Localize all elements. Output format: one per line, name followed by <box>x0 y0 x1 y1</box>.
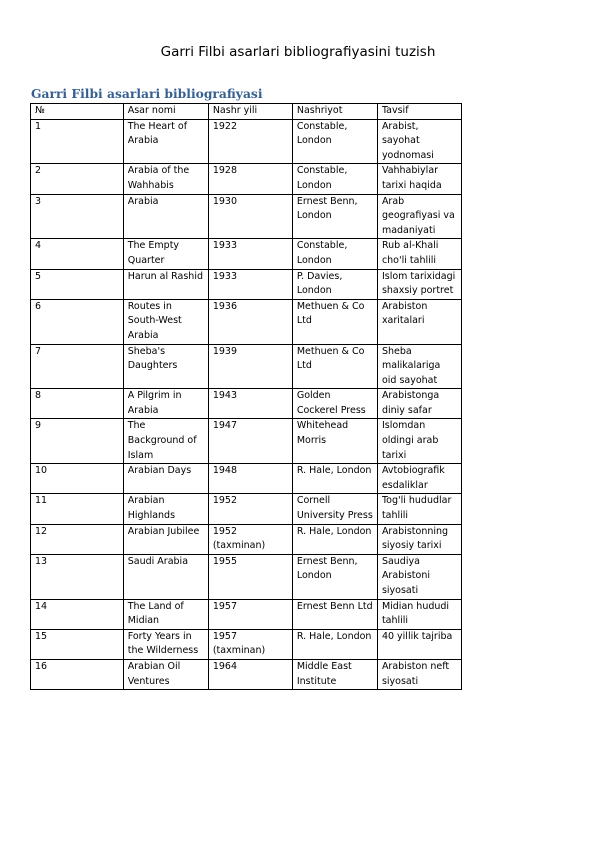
table-row <box>31 629 462 659</box>
table-row <box>31 194 462 239</box>
cell-year: 1936 <box>208 299 292 344</box>
table-row <box>31 554 462 599</box>
cell-description: Arabistonning siyosiy tarixi <box>377 524 461 554</box>
cell-year: 1943 <box>208 389 292 419</box>
cell-title: A Pilgrim in Arabia <box>123 389 208 419</box>
table-row <box>31 524 462 554</box>
cell-title: Arabian Jubilee <box>123 524 208 554</box>
cell-number: 7 <box>31 344 124 389</box>
document-title: Garri Filbi asarlari bibliografiyasini tuzish <box>160 44 436 60</box>
cell-description: Saudiya Arabistoni siyosati <box>377 554 461 599</box>
cell-year: 1957 (taxminan) <box>208 629 292 659</box>
table-row <box>31 164 462 194</box>
header-year: Nashr yili <box>208 104 292 120</box>
cell-description: Arabiston xaritalari <box>377 299 461 344</box>
cell-publisher: Methuen & Co Ltd <box>292 344 377 389</box>
cell-year: 1957 <box>208 599 292 629</box>
cell-publisher: Whitehead Morris <box>292 419 377 464</box>
cell-title: Routes in South-West Arabia <box>123 299 208 344</box>
cell-title: Sheba's Daughters <box>123 344 208 389</box>
cell-number: 4 <box>31 239 124 269</box>
cell-description: Arabistonga diniy safar <box>377 389 461 419</box>
cell-title: Arabian Days <box>123 464 208 494</box>
table-header-row <box>31 104 462 120</box>
table-row <box>31 419 462 464</box>
cell-publisher: Cornell University Press <box>292 494 377 524</box>
table-row <box>31 464 462 494</box>
cell-title: Arabia <box>123 194 208 239</box>
cell-year: 1922 <box>208 119 292 164</box>
cell-description: 40 yillik tajriba <box>377 629 461 659</box>
cell-year: 1947 <box>208 419 292 464</box>
cell-publisher: R. Hale, London <box>292 464 377 494</box>
cell-number: 9 <box>31 419 124 464</box>
cell-publisher: R. Hale, London <box>292 524 377 554</box>
cell-title: The Heart of Arabia <box>123 119 208 164</box>
cell-description: Midian hududi tahlili <box>377 599 461 629</box>
table-row <box>31 389 462 419</box>
cell-title: The Land of Midian <box>123 599 208 629</box>
cell-description: Tog'li hududlar tahlili <box>377 494 461 524</box>
cell-publisher: Ernest Benn, London <box>292 554 377 599</box>
cell-number: 16 <box>31 659 124 689</box>
cell-description: Arab geografiyasi va madaniyati <box>377 194 461 239</box>
cell-number: 13 <box>31 554 124 599</box>
cell-year: 1939 <box>208 344 292 389</box>
cell-year: 1930 <box>208 194 292 239</box>
cell-description: Islomdan oldingi arab tarixi <box>377 419 461 464</box>
cell-title: The Empty Quarter <box>123 239 208 269</box>
cell-description: Sheba malikalariga oid sayohat <box>377 344 461 389</box>
cell-year: 1933 <box>208 239 292 269</box>
cell-description: Islom tarixidagi shaxsiy portret <box>377 269 461 299</box>
cell-number: 8 <box>31 389 124 419</box>
cell-description: Vahhabiylar tarixi haqida <box>377 164 461 194</box>
cell-publisher: P. Davies, London <box>292 269 377 299</box>
cell-number: 6 <box>31 299 124 344</box>
cell-description: Avtobiografik esdaliklar <box>377 464 461 494</box>
bibliography-table <box>30 103 462 690</box>
table-row <box>31 119 462 164</box>
cell-title: Forty Years in the Wilderness <box>123 629 208 659</box>
cell-publisher: Constable, London <box>292 119 377 164</box>
table-body <box>31 119 462 690</box>
table-row <box>31 659 462 689</box>
cell-publisher: Ernest Benn Ltd <box>292 599 377 629</box>
cell-publisher: Ernest Benn, London <box>292 194 377 239</box>
cell-year: 1952 (taxminan) <box>208 524 292 554</box>
table-row <box>31 599 462 629</box>
cell-year: 1952 <box>208 494 292 524</box>
cell-publisher: Golden Cockerel Press <box>292 389 377 419</box>
cell-publisher: R. Hale, London <box>292 629 377 659</box>
cell-number: 14 <box>31 599 124 629</box>
cell-publisher: Methuen & Co Ltd <box>292 299 377 344</box>
cell-description: Rub al-Khali cho'li tahlili <box>377 239 461 269</box>
cell-publisher: Constable, London <box>292 164 377 194</box>
cell-year: 1955 <box>208 554 292 599</box>
cell-title: Arabia of the Wahhabis <box>123 164 208 194</box>
cell-publisher: Middle East Institute <box>292 659 377 689</box>
cell-title: The Background of Islam <box>123 419 208 464</box>
header-description: Tavsif <box>377 104 461 120</box>
table-row <box>31 269 462 299</box>
cell-title: Arabian Oil Ventures <box>123 659 208 689</box>
header-publisher: Nashriyot <box>292 104 377 120</box>
cell-number: 3 <box>31 194 124 239</box>
cell-description: Arabist, sayohat yodnomasi <box>377 119 461 164</box>
header-title: Asar nomi <box>123 104 208 120</box>
cell-year: 1948 <box>208 464 292 494</box>
table-row <box>31 299 462 344</box>
cell-number: 2 <box>31 164 124 194</box>
cell-title: Harun al Rashid <box>123 269 208 299</box>
cell-number: 1 <box>31 119 124 164</box>
cell-year: 1928 <box>208 164 292 194</box>
cell-title: Arabian Highlands <box>123 494 208 524</box>
table-row <box>31 344 462 389</box>
table-row <box>31 239 462 269</box>
table-row <box>31 494 462 524</box>
cell-year: 1964 <box>208 659 292 689</box>
cell-number: 11 <box>31 494 124 524</box>
cell-number: 5 <box>31 269 124 299</box>
cell-number: 12 <box>31 524 124 554</box>
header-number: № <box>31 104 124 120</box>
cell-year: 1933 <box>208 269 292 299</box>
cell-title: Saudi Arabia <box>123 554 208 599</box>
cell-number: 15 <box>31 629 124 659</box>
cell-publisher: Constable, London <box>292 239 377 269</box>
section-heading: Garri Filbi asarlari bibliografiyasi <box>31 86 263 101</box>
cell-description: Arabiston neft siyosati <box>377 659 461 689</box>
cell-number: 10 <box>31 464 124 494</box>
